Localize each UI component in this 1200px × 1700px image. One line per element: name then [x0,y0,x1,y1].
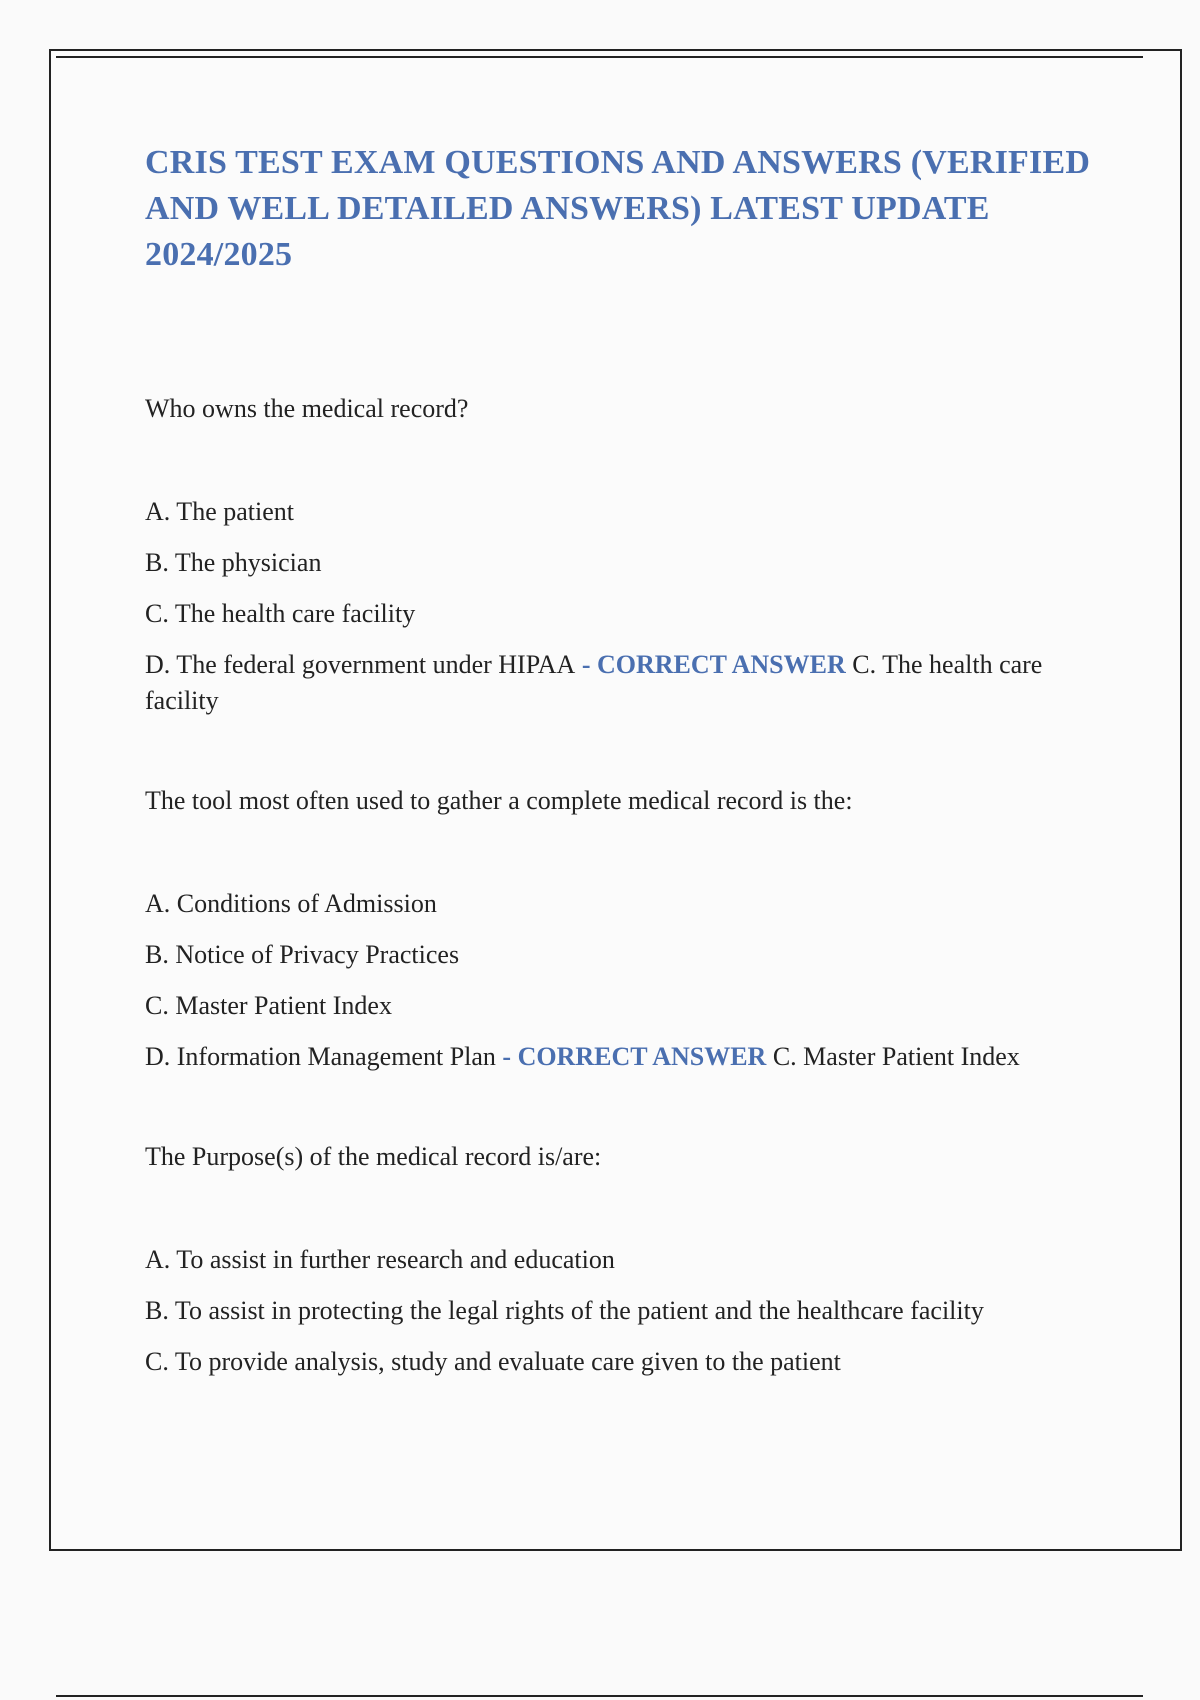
question-1-option-a: A. The patient [145,497,294,526]
question-2-answer: C. Master Patient Index [766,1042,1020,1071]
question-3-option-a: A. To assist in further research and education [145,1245,615,1274]
question-2-option-d-text: D. Information Management Plan [145,1042,496,1071]
question-2-option-a: A. Conditions of Admission [145,889,437,918]
question-3-prompt: The Purpose(s) of the medical record is/are: [145,1142,602,1171]
page-content [145,140,1105,1380]
question-2-option-d [145,1039,1105,1075]
question-1-option-d-text: D. The federal government under HIPAA [145,650,576,679]
bottom-rule [56,1695,1143,1697]
question-1-option-c: C. The health care facility [145,599,416,628]
question-3-option-b: B. To assist in protecting the legal rights of the patient and the healthcare facility [145,1296,984,1325]
question-2-prompt: The tool most often used to gather a complete medical record is the: [145,786,853,815]
question-1-correct-answer-tag: - CORRECT ANSWER [575,650,846,679]
top-rule [56,56,1143,58]
question-2-option-c: C. Master Patient Index [145,991,392,1020]
question-3-option-c: C. To provide analysis, study and evaluate care given to the patient [145,1347,841,1376]
question-1-option-b: B. The physician [145,548,322,577]
question-1-prompt: Who owns the medical record? [145,394,469,423]
document-title: CRIS TEST EXAM QUESTIONS AND ANSWERS (VERIFIED AND WELL DETAILED ANSWERS) LATEST UPDATE 2024/2025 [145,144,1091,273]
question-1-answer: C. The health care facility [145,650,1043,715]
question-1-option-d [145,647,1105,719]
question-2-correct-answer-tag: - CORRECT ANSWER [495,1042,767,1071]
question-2-option-b: B. Notice of Privacy Practices [145,940,460,969]
